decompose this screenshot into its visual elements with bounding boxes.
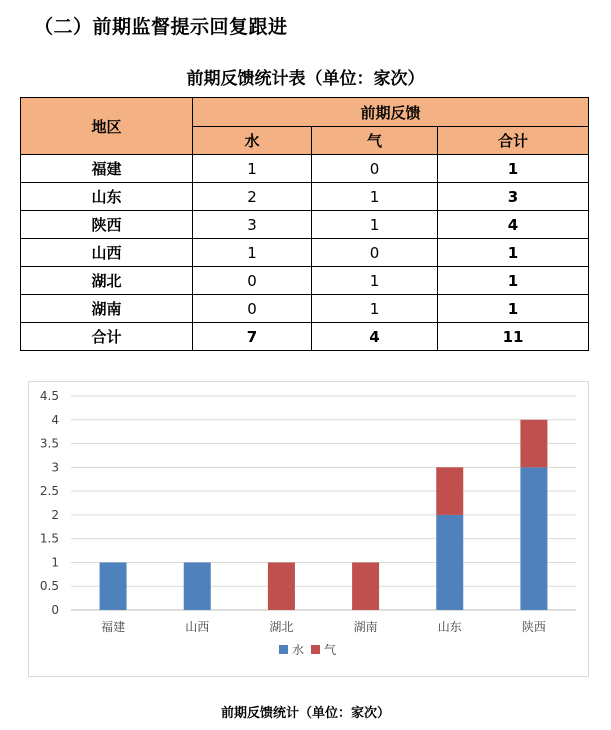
legend-swatch bbox=[279, 645, 288, 654]
x-tick-label: 陕西 bbox=[521, 620, 546, 634]
row-gas: 1 bbox=[312, 295, 438, 323]
stacked-bar-chart bbox=[29, 382, 590, 678]
row-gas: 0 bbox=[312, 239, 438, 267]
x-tick-label: 山西 bbox=[185, 620, 210, 634]
row-total: 4 bbox=[438, 211, 589, 239]
bar-gas bbox=[268, 562, 295, 610]
row-gas: 1 bbox=[312, 183, 438, 211]
chart-caption: 前期反馈统计（单位：家次） bbox=[220, 706, 390, 721]
header-water: 水 bbox=[193, 127, 312, 155]
y-tick-label: 1 bbox=[51, 555, 59, 570]
table-row bbox=[21, 239, 589, 267]
row-water: 2 bbox=[193, 183, 312, 211]
bar-water bbox=[436, 515, 463, 610]
x-tick-label: 福建 bbox=[101, 620, 126, 634]
y-tick-label: 3.5 bbox=[39, 436, 59, 451]
table-total-row bbox=[21, 323, 589, 351]
table-row bbox=[21, 211, 589, 239]
legend-label: 水 bbox=[292, 643, 305, 657]
row-gas: 0 bbox=[312, 155, 438, 183]
table-row bbox=[21, 183, 589, 211]
bar-water bbox=[184, 562, 211, 610]
bar-water bbox=[520, 467, 547, 610]
y-tick-label: 2 bbox=[51, 507, 59, 522]
y-tick-label: 1.5 bbox=[39, 531, 59, 546]
total-row-total: 11 bbox=[438, 323, 589, 351]
chart-frame bbox=[28, 381, 589, 677]
total-row-gas: 4 bbox=[312, 323, 438, 351]
row-total: 1 bbox=[438, 155, 589, 183]
row-water: 0 bbox=[193, 295, 312, 323]
feedback-table bbox=[20, 97, 589, 351]
table-row bbox=[21, 267, 589, 295]
total-row-label: 合计 bbox=[21, 323, 193, 351]
bar-gas bbox=[436, 467, 463, 515]
x-tick-label: 湖南 bbox=[353, 620, 378, 634]
row-water: 1 bbox=[193, 155, 312, 183]
header-gas: 气 bbox=[312, 127, 438, 155]
x-tick-label: 山东 bbox=[437, 620, 462, 634]
bar-gas bbox=[520, 420, 547, 468]
y-tick-label: 2.5 bbox=[39, 484, 59, 499]
row-region: 陕西 bbox=[21, 211, 193, 239]
y-tick-label: 0.5 bbox=[39, 579, 59, 594]
row-gas: 1 bbox=[312, 211, 438, 239]
y-tick-label: 3 bbox=[51, 460, 59, 475]
row-total: 1 bbox=[438, 239, 589, 267]
header-feedback-group: 前期反馈 bbox=[193, 98, 589, 127]
row-water: 0 bbox=[193, 267, 312, 295]
legend-swatch bbox=[311, 645, 320, 654]
row-water: 1 bbox=[193, 239, 312, 267]
section-heading: （二）前期监督提示回复跟进 bbox=[34, 16, 288, 38]
total-row-water: 7 bbox=[193, 323, 312, 351]
table-row bbox=[21, 155, 589, 183]
row-total: 1 bbox=[438, 267, 589, 295]
row-water: 3 bbox=[193, 211, 312, 239]
row-gas: 1 bbox=[312, 267, 438, 295]
row-region: 山西 bbox=[21, 239, 193, 267]
row-region: 湖北 bbox=[21, 267, 193, 295]
row-region: 山东 bbox=[21, 183, 193, 211]
row-region: 湖南 bbox=[21, 295, 193, 323]
row-total: 1 bbox=[438, 295, 589, 323]
table-title: 前期反馈统计表（单位：家次） bbox=[186, 69, 425, 89]
y-tick-label: 0 bbox=[51, 603, 59, 617]
bar-gas bbox=[352, 562, 379, 610]
table-row bbox=[21, 295, 589, 323]
y-tick-label: 4 bbox=[51, 412, 59, 427]
header-region: 地区 bbox=[21, 98, 193, 155]
bar-water bbox=[100, 562, 127, 610]
header-total: 合计 bbox=[438, 127, 589, 155]
row-region: 福建 bbox=[21, 155, 193, 183]
row-total: 3 bbox=[438, 183, 589, 211]
legend-label: 气 bbox=[324, 643, 337, 657]
x-tick-label: 湖北 bbox=[269, 620, 294, 634]
y-tick-label: 4.5 bbox=[39, 389, 59, 403]
